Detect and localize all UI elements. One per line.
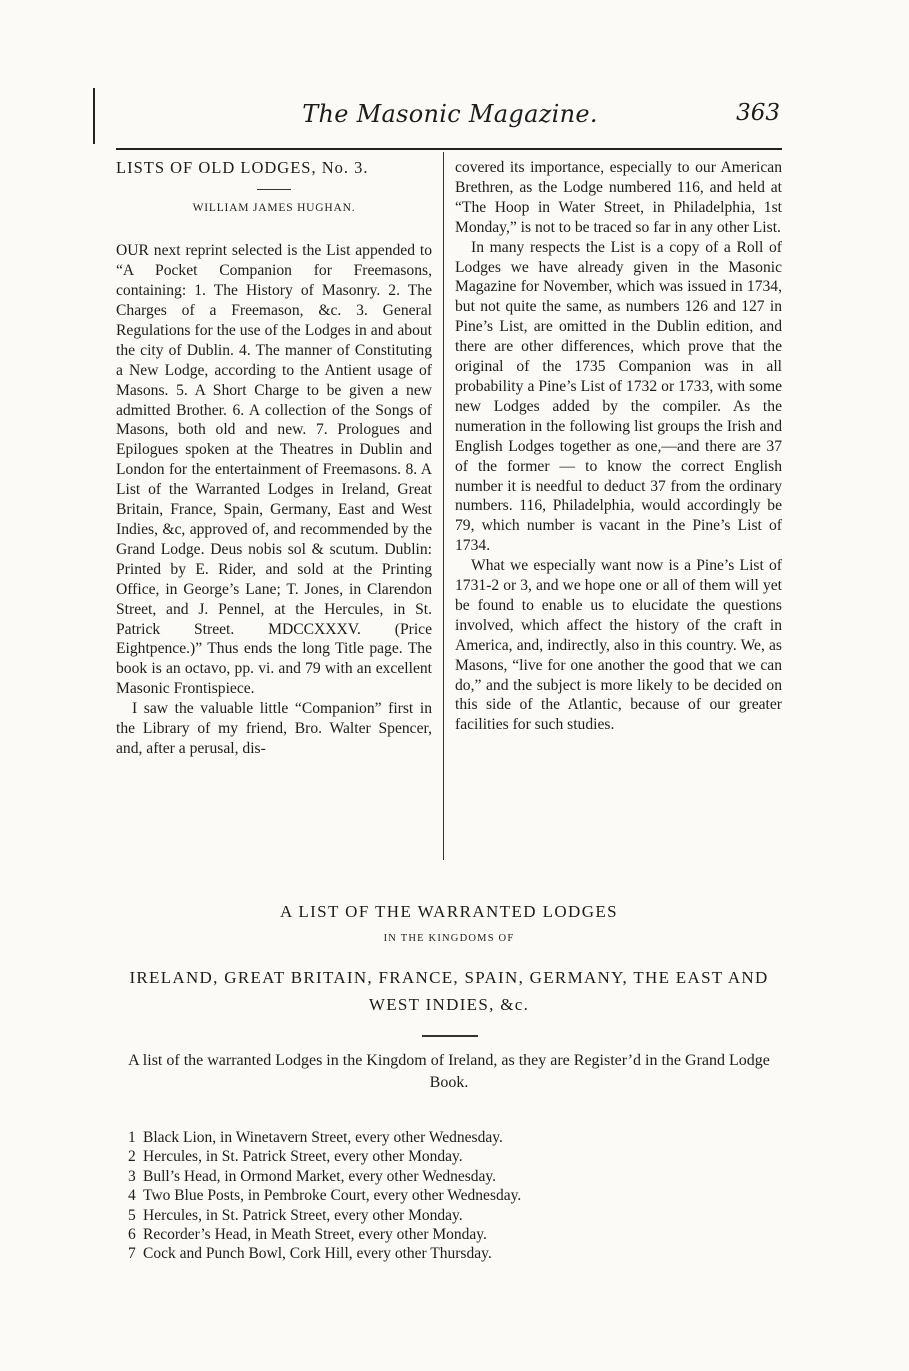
article-author: WILLIAM JAMES HUGHAN. (192, 202, 356, 215)
header-rule (116, 148, 782, 150)
lodge-number: 5 (128, 1206, 136, 1224)
section-intro: A list of the warranted Lodges in the Kingdom of Ireland, as they are Register’d in the Grand Lodge Book. (128, 1052, 770, 1091)
lodge-number: 2 (128, 1148, 136, 1166)
section-title: A LIST OF THE WARRANTED LODGES (279, 902, 619, 921)
left-column (116, 158, 432, 759)
margin-line (93, 88, 95, 144)
left-paragraph-2: I saw the valuable little “Companion” first in the Library of my friend, Bro. Walter Spencer, and, after a perusal, dis- (116, 700, 432, 757)
column-rule (443, 152, 444, 860)
lodge-number: 1 (128, 1129, 136, 1146)
list-item (128, 1147, 748, 1166)
list-item (128, 1186, 748, 1205)
lodge-number: 7 (128, 1245, 136, 1263)
section-countries: IRELAND, GREAT BRITAIN, FRANCE, SPAIN, GERMANY, THE EAST AND WEST INDIES, &c. (129, 968, 769, 1014)
lodge-number: 3 (128, 1167, 136, 1185)
lodge-text: Recorder’s Head, in Meath Street, every other Monday. (143, 1226, 487, 1244)
list-item (128, 1167, 748, 1186)
right-paragraph-2: In many respects the List is a copy of a Roll of Lodges we have already given in the Masonic Magazine for November, which was issued in 1734, but not quite the same, as numbers 126 and 127 in Pine’s List, are omitted in the Dublin edition, and there are other differences, which prove that the original of the 1735 Companion was in all probability a Pine’s List of 1732 or 1733, with some new Lodges added by the compiler. As the numeration in the following list groups the Irish and English Lodges together as one,—and there are 37 of the former — to know the correct English number it is needful to deduct 37 from the ordinary numbers. 116, Philadelphia, would accordingly be 79, which number is vacant in the Pine’s List of 1734. (455, 238, 782, 555)
lodge-text: Bull’s Head, in Ormond Market, every other Wednesday. (143, 1167, 497, 1185)
right-column (455, 158, 782, 735)
running-title: The Masonic Magazine. (302, 100, 598, 128)
title-rule (257, 189, 291, 191)
lodge-list (128, 1128, 748, 1264)
lodge-text: Black Lion, in Winetavern Street, every other Wednesday. (143, 1129, 503, 1146)
list-item (128, 1244, 748, 1263)
right-paragraph-1: covered its importance, especially to our American Brethren, as the Lodge numbered 116, and held at “The Hoop in Water Street, in Philadelphia, 1st Monday,” is not to be traced so far in any other List. (455, 159, 782, 236)
article-title: LISTS OF OLD LODGES, No. 3. (116, 158, 369, 177)
lodge-text: Hercules, in St. Patrick Street, every other Monday. (143, 1148, 463, 1166)
lodge-text: Cock and Punch Bowl, Cork Hill, every other Thursday. (143, 1245, 492, 1263)
lodge-number: 6 (128, 1226, 136, 1244)
running-head (120, 100, 780, 136)
lodge-text: Hercules, in St. Patrick Street, every other Monday. (143, 1206, 463, 1224)
left-paragraph-1: OUR next reprint selected is the List appended to “A Pocket Companion for Freemasons, containing: 1. The History of Masonry. 2. The Charges of a Freemason, &c. 3. General Regulations for the use of the Lodges in and about the city of Dublin. 4. The manner of Constituting a New Lodge, according to the Antient usage of Masons. 5. A Short Charge to be given a new admitted Brother. 6. A collection of the Songs of Masons, both old and new. 7. Prologues and Epilogues spoken at the Theatres in Dublin and London for the entertainment of Freemasons. 8. A List of the Warranted Lodges in Ireland, Great Britain, France, Spain, Germany, East and West Indies, &c, approved of, and recommended by the Grand Lodge. Deus nobis sol & scutum. Dublin: Printed by E. Rider, and sold at the Printing Office, in George’s Lane; T. Jones, in Clarendon Street, and J. Pennel, at the Hercules, in St. Patrick Street. MDCCXXXV. (Price Eightpence.)” Thus ends the long Title page. The book is an octavo, pp. vi. and 79 with an excellent Masonic Frontispiece. (116, 242, 432, 698)
lodge-number: 4 (128, 1187, 136, 1205)
right-paragraph-3: What we especially want now is a Pine’s List of 1731-2 or 3, and we hope one or all of them will yet be found to enable us to elucidate the questions involved, which affect the history of the craft in America, and, indirectly, also in this country. We, as Masons, “live for one another the good that we can do,” and the subject is more likely to be decided on this side of the Atlantic, because of our greater facilities for such studies. (455, 557, 782, 734)
list-item (128, 1206, 748, 1225)
page-number: 363 (736, 100, 780, 126)
section-subtitle: IN THE KINGDOMS OF (383, 933, 515, 944)
list-item (128, 1225, 748, 1244)
section-rule (422, 1035, 478, 1037)
list-item (128, 1128, 748, 1147)
lodge-text: Two Blue Posts, in Pembroke Court, every other Wednesday. (143, 1187, 522, 1205)
